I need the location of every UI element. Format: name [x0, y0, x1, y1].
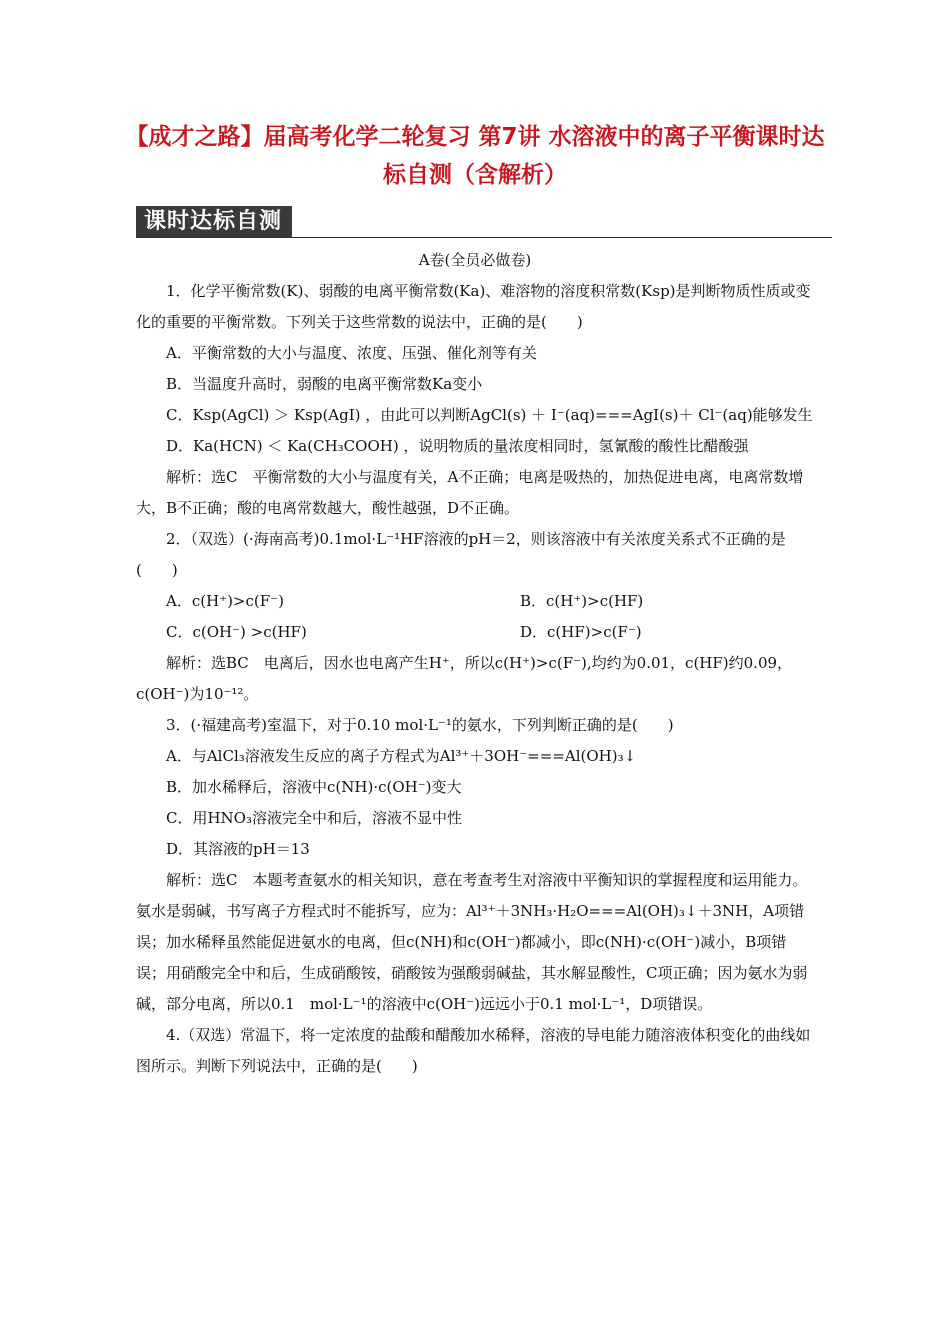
q3-option-c: C．用HNO₃溶液完全中和后，溶液不显中性 [166, 809, 462, 827]
q1-analysis: 解析：选C 平衡常数的大小与温度有关，A不正确；电离是吸热的，加热促进电离，电离常数增大，B不正确；酸的电离常数越大，酸性越强，D不正确。 [136, 468, 804, 517]
document-body [136, 245, 814, 1082]
section-banner [136, 206, 292, 238]
banner-rule [136, 237, 832, 238]
q1-option-d: D．Ka(HCN) ＜ Ka(CH₃COOH) ，说明物质的量浓度相同时，氢氰酸的酸性比醋酸强 [166, 437, 749, 455]
q3-stem: 3．(·福建高考)室温下，对于0.10 mol·L⁻¹的氨水，下列判断正确的是( ) [166, 716, 674, 734]
banner-text: 课时达标自测 [144, 209, 283, 234]
title-main: 届高考化学二轮复习 第7讲 水溶液中的离子平衡课时达标自测（含解析） [263, 124, 825, 188]
q4-stem: 4.（双选）常温下，将一定浓度的盐酸和醋酸加水稀释，溶液的导电能力随溶液体积变化的曲线如图所示。判断下列说法中，正确的是( ) [136, 1026, 811, 1075]
q2-stem: 2．（双选）(·海南高考)0.1mol·L⁻¹HF溶液的pH＝2，则该溶液中有关浓度关系式不正确的是( ) [136, 530, 786, 579]
q3-option-d: D．其溶液的pH＝13 [166, 840, 310, 858]
q2-option-b: B．c(H⁺)>c(HF) [520, 592, 644, 610]
q2-options-row-1 [166, 586, 814, 617]
q3-option-a: A．与AlCl₃溶液发生反应的离子方程式为Al³⁺＋3OH⁻===Al(OH)₃↓ [166, 747, 637, 765]
q3-analysis: 解析：选C 本题考查氨水的相关知识，意在考查考生对溶液中平衡知识的掌握程度和运用能力。氨水是弱碱，书写离子方程式时不能拆写，应为：Al³⁺＋3NH₃·H₂O===Al(OH)₃↓＋3NH，A项错误；加水稀释虽然能促进氨水的电离，但c(NH)和c(OH⁻)都减小，即c(NH)·c(OH⁻)减小，B项错误；用硝酸完全中和后，生成硝酸铵，硝酸铵为强酸弱碱盐，其水解显酸性，C项正确；因为氨水为弱碱，部分电离，所以0.1 mol·L⁻¹的溶液中c(OH⁻)远远小于0.1 mol·L⁻¹，D项错误。 [136, 871, 808, 1013]
q2-analysis: 解析：选BC 电离后，因水也电离产生H⁺，所以c(H⁺)>c(F⁻),均约为0.01，c(HF)约0.09，c(OH⁻)为10⁻¹²。 [136, 654, 793, 703]
section-heading: A卷(全员必做卷) [418, 251, 532, 269]
q2-option-a: A．c(H⁺)>c(F⁻) [166, 592, 284, 610]
q1-option-c: C．Ksp(AgCl) ＞ Ksp(AgI) ，由此可以判断AgCl(s) ＋ I⁻(aq)===AgI(s)＋ Cl⁻(aq)能够发生 [166, 406, 813, 424]
title-bracket: 【成才之路】 [125, 124, 264, 150]
q2-option-d: D．c(HF)>c(F⁻) [520, 623, 642, 641]
q1-option-b: B．当温度升高时，弱酸的电离平衡常数Ka变小 [166, 375, 483, 393]
q2-option-c: C．c(OH⁻) >c(HF) [166, 623, 307, 641]
banner-label [136, 206, 292, 238]
q2-options-row-2 [166, 617, 814, 648]
q1-option-a: A．平衡常数的大小与温度、浓度、压强、催化剂等有关 [166, 344, 537, 362]
q3-option-b: B．加水稀释后，溶液中c(NH)·c(OH⁻)变大 [166, 778, 462, 796]
document-title [120, 118, 830, 194]
q1-stem: 1．化学平衡常数(K)、弱酸的电离平衡常数(Ka)、难溶物的溶度积常数(Ksp)是判断物质性质或变化的重要的平衡常数。下列关于这些常数的说法中，正确的是( ) [136, 282, 811, 331]
